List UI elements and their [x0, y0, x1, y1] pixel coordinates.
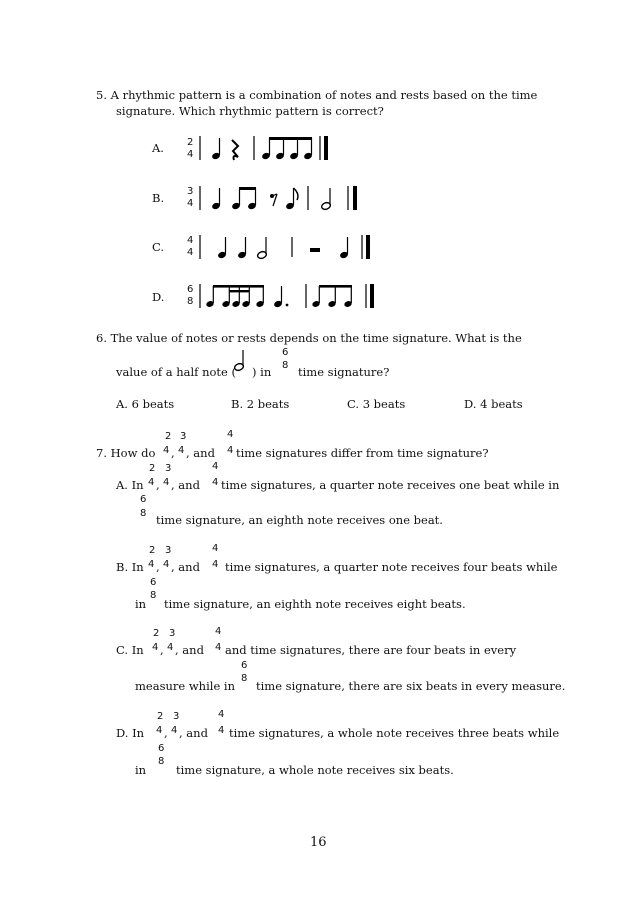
q6-line2-a: value of a half note (	[116, 365, 236, 379]
q7a-rest1: time signatures, a quarter note receives one beat while in	[221, 478, 560, 492]
q7-and: , and	[186, 446, 215, 460]
q7c-ts-2-top: 2	[153, 628, 160, 639]
q5-option-b-ts-bottom: 4	[187, 198, 194, 209]
q5-option-c-label: C.	[152, 240, 165, 254]
q7b-ts-3-top: 3	[165, 545, 172, 556]
q7b-label[interactable]: B. In	[116, 560, 144, 574]
q7b-ts-2-top: 2	[149, 545, 156, 556]
q7b-ts-4-bottom: 4	[212, 559, 219, 570]
q7c-rest1: and time signatures, there are four beats in every	[225, 643, 517, 657]
q7b-rest1: time signatures, a quarter note receives four beats while	[225, 560, 558, 574]
q7c-ts-4-top: 4	[215, 626, 222, 637]
q7d-ts-2-bottom: 4	[156, 725, 163, 736]
q7c-label[interactable]: C. In	[116, 643, 144, 657]
q5-option-b-rhythm[interactable]	[196, 182, 371, 214]
q7c-ts-8: 8	[241, 673, 248, 684]
q5-option-b-ts-top: 3	[187, 186, 194, 197]
q5-option-a-ts-top: 2	[187, 137, 194, 148]
q7c-ts-3-top: 3	[169, 628, 176, 639]
q7b-and: , and	[171, 560, 200, 574]
q7-stem-rest: time signatures differ from time signature?	[236, 446, 489, 460]
q7c-pre2: measure while in	[135, 679, 235, 693]
q5-option-c-ts-top: 4	[187, 235, 194, 246]
q7d-ts-8: 8	[158, 756, 165, 767]
q6-stem: 6. The value of notes or rests depends on the time signature. What is the	[96, 331, 522, 345]
q5-stem-line1: 5. A rhythmic pattern is a combination of notes and rests based on the time	[96, 88, 538, 102]
q6-ts-bottom: 8	[282, 360, 289, 371]
q7b-in: in	[135, 597, 147, 611]
q6-line2-b: ) in	[252, 365, 272, 379]
q7d-comma: ,	[164, 726, 168, 740]
q7a-ts-8: 8	[140, 508, 147, 519]
q5-option-b-label: B.	[152, 191, 165, 205]
q5-option-d-rhythm[interactable]	[196, 280, 381, 312]
q7d-label[interactable]: D. In	[116, 726, 145, 740]
q7a-rest2: time signature, an eighth note receives one beat.	[156, 513, 443, 527]
q7-ts-2-top: 2	[165, 431, 172, 442]
q7b-ts-3-bottom: 4	[163, 559, 170, 570]
q7-lead: 7. How do	[96, 446, 156, 460]
q7-ts-2-bottom: 4	[163, 445, 170, 456]
q7b-rest2: time signature, an eighth note receives eight beats.	[164, 597, 466, 611]
q7a-and: , and	[171, 478, 200, 492]
q6-line2-c: time signature?	[298, 365, 390, 379]
q7b-ts-8: 8	[150, 590, 157, 601]
q6-choice-d[interactable]: D. 4 beats	[464, 397, 523, 411]
q7d-ts-2-top: 2	[157, 711, 164, 722]
q7b-ts-6: 6	[150, 577, 157, 588]
q7c-ts-3-bottom: 4	[167, 642, 174, 653]
q7-ts-4-bottom: 4	[227, 445, 234, 456]
q7d-rest1: time signatures, a whole note receives three beats while	[229, 726, 560, 740]
q7-ts-4-top: 4	[227, 429, 234, 440]
q7d-ts-4-top: 4	[218, 709, 225, 720]
q6-choice-a[interactable]: A. 6 beats	[116, 397, 175, 411]
q7c-and: , and	[175, 643, 204, 657]
q7-ts-3-top: 3	[180, 431, 187, 442]
q5-option-d-ts-top: 6	[187, 284, 194, 295]
q7d-ts-3-top: 3	[173, 711, 180, 722]
q5-option-a-rhythm[interactable]	[196, 132, 346, 164]
q6-ts-top: 6	[282, 347, 289, 358]
q7d-rest2: time signature, a whole note receives six beats.	[176, 763, 454, 777]
q7c-comma: ,	[160, 643, 164, 657]
q6-choice-c[interactable]: C. 3 beats	[347, 397, 406, 411]
q5-option-d-ts-bottom: 8	[187, 296, 194, 307]
q5-option-d-label: D.	[152, 290, 165, 304]
q7a-comma: ,	[156, 478, 160, 492]
page-number: 16	[310, 835, 327, 850]
q7a-ts-4-top: 4	[212, 461, 219, 472]
q5-option-a-label: A.	[152, 141, 164, 155]
q7c-ts-2-bottom: 4	[152, 642, 159, 653]
q6-choice-b[interactable]: B. 2 beats	[231, 397, 290, 411]
q5-option-c-rhythm[interactable]	[196, 231, 381, 263]
q7a-ts-4-bottom: 4	[212, 477, 219, 488]
q7c-ts-4-bottom: 4	[215, 642, 222, 653]
q7d-ts-3-bottom: 4	[171, 725, 178, 736]
q5-option-a-ts-bottom: 4	[187, 149, 194, 160]
q7b-comma: ,	[156, 560, 160, 574]
q7a-label[interactable]: A. In	[116, 478, 144, 492]
q5-option-c-ts-bottom: 4	[187, 247, 194, 258]
q7b-ts-2-bottom: 4	[148, 559, 155, 570]
q7a-ts-2-top: 2	[149, 463, 156, 474]
q7a-ts-2-bottom: 4	[148, 477, 155, 488]
q7d-ts-4-bottom: 4	[218, 725, 225, 736]
q7c-rest2: time signature, there are six beats in every measure.	[256, 679, 566, 693]
q7a-ts-3-top: 3	[165, 463, 172, 474]
q7d-in: in	[135, 763, 147, 777]
q7a-ts-3-bottom: 4	[163, 477, 170, 488]
q7d-and: , and	[179, 726, 208, 740]
q7b-ts-4-top: 4	[212, 543, 219, 554]
q7-comma: ,	[171, 446, 175, 460]
q7a-ts-6: 6	[140, 494, 147, 505]
half-note-icon	[234, 349, 248, 373]
q7-ts-3-bottom: 4	[178, 445, 185, 456]
q5-stem-line2: signature. Which rhythmic pattern is correct?	[116, 104, 384, 118]
q7d-ts-6: 6	[158, 743, 165, 754]
q7c-ts-6: 6	[241, 660, 248, 671]
